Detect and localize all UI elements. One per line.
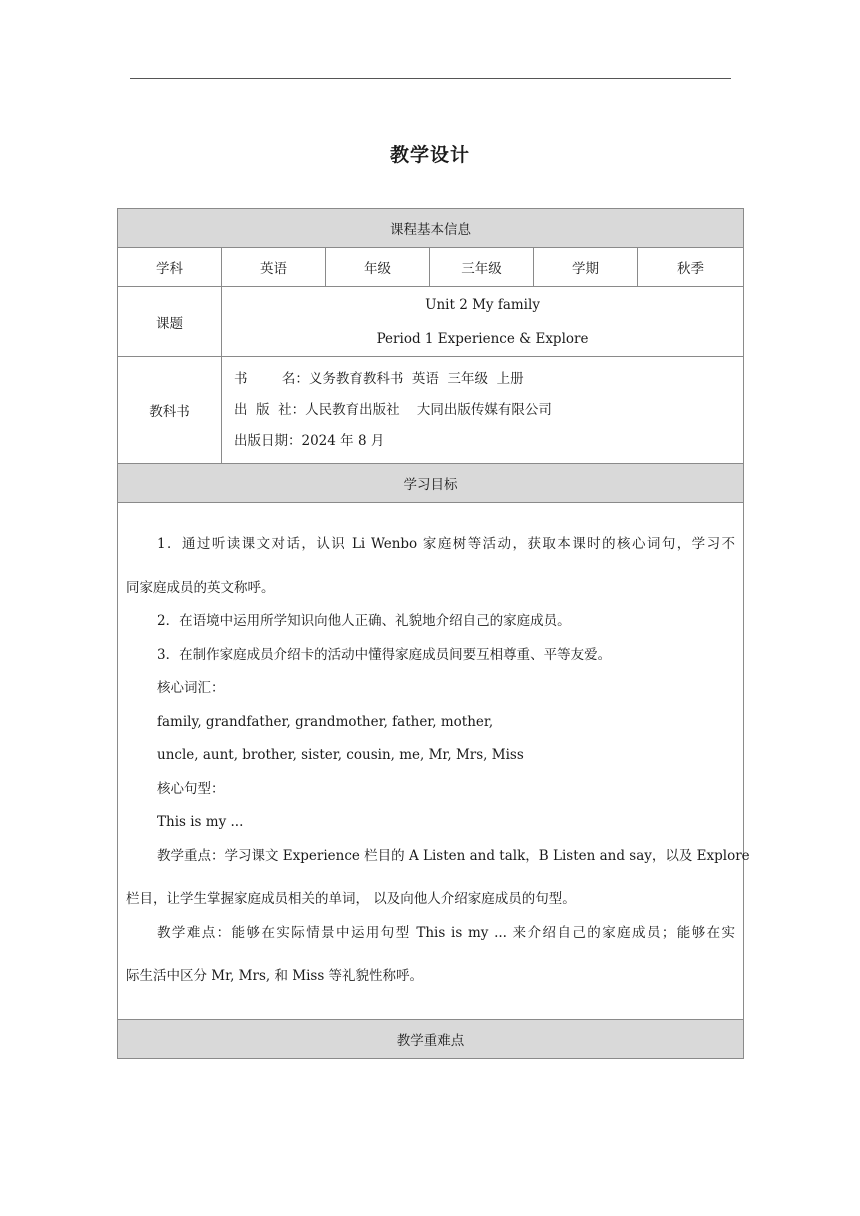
subject-value: 英语	[222, 248, 326, 287]
textbook-label: 教科书	[118, 357, 222, 464]
goal-2: 2．在语境中运用所学知识向他人正确、礼貌地介绍自己的家庭成员。	[157, 613, 571, 630]
goal-1: 1．通过听读课文对话，认识 Li Wenbo 家庭树等活动，获取本课时的核心词句，学习不 同家庭成员的英文称呼。	[126, 536, 736, 596]
textbook-name: 书 名：义务教育教科书 英语 三年级 上册	[234, 370, 524, 387]
topic-value	[222, 287, 744, 357]
core-pattern-label: 核心句型：	[157, 780, 225, 797]
learning-goals-body	[118, 503, 750, 1020]
textbook-publisher: 出 版 社：人民教育出版社 大同出版传媒有限公司	[234, 401, 552, 418]
teaching-difficulties: 教学难点：能够在实际情景中运用句型 This is my ... 来介绍自己的家庭成员；能够在实 际生活中区分 Mr, Mrs, 和 Miss 等礼貌性称呼。	[126, 924, 736, 985]
textbook-details	[222, 357, 744, 464]
topic-unit: Unit 2 My family	[425, 296, 540, 313]
grade-label: 年级	[326, 248, 430, 287]
subject-label: 学科	[118, 248, 222, 287]
lesson-info-table	[117, 208, 750, 1059]
textbook-date: 出版日期：2024 年 8 月	[234, 432, 385, 449]
goal-3: 3．在制作家庭成员介绍卡的活动中懂得家庭成员间要互相尊重、平等友爱。	[157, 646, 612, 663]
term-value: 秋季	[638, 248, 744, 287]
core-vocabulary-line-2: uncle, aunt, brother, sister, cousin, me, Mr, Mrs, Miss	[157, 747, 524, 764]
topic-label: 课题	[118, 287, 222, 357]
term-label: 学期	[534, 248, 638, 287]
basic-info-header: 课程基本信息	[118, 209, 744, 248]
core-vocabulary-line-1: family, grandfather, grandmother, father, mother,	[157, 713, 494, 730]
document-title: 教学设计	[389, 144, 470, 166]
key-difficult-points-header: 教学重难点	[118, 1020, 744, 1059]
grade-value: 三年级	[430, 248, 534, 287]
learning-goals-header: 学习目标	[118, 464, 744, 503]
core-pattern-line: This is my ...	[157, 814, 244, 831]
topic-period: Period 1 Experience & Explore	[376, 330, 589, 347]
header-rule	[130, 78, 731, 79]
teaching-key-points: 教学重点：学习课文 Experience 栏目的 A Listen and talk，B Listen and say，以及 Explore 栏目，让学生掌握家庭成员相关的单词， 以及向他人介绍家庭成员的句型。	[126, 847, 750, 908]
core-vocabulary-label: 核心词汇：	[157, 680, 225, 697]
